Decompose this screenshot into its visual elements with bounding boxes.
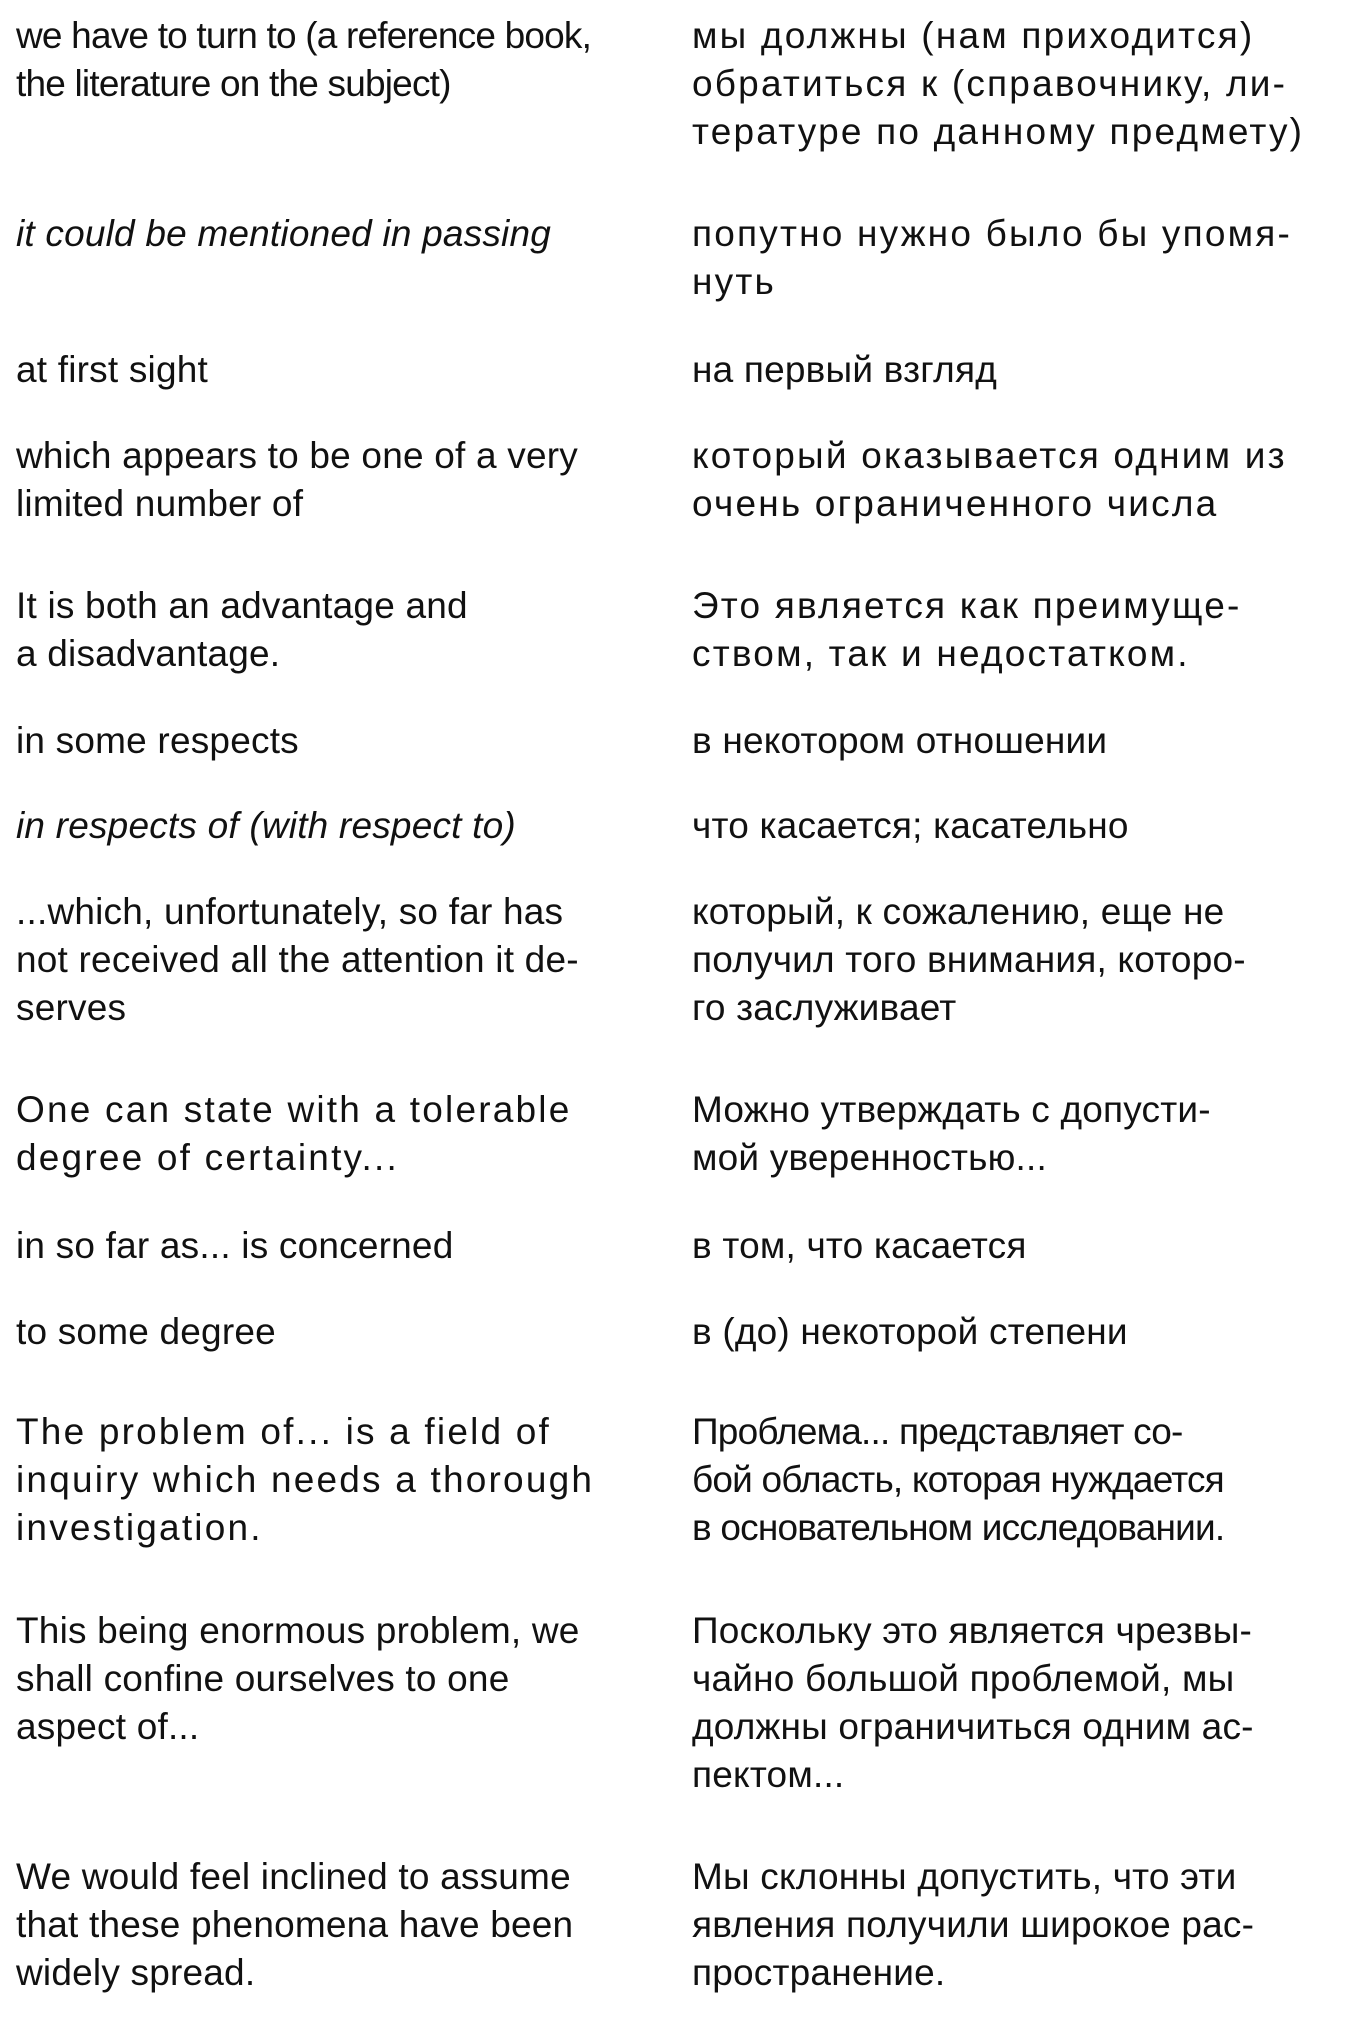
russian-translation: в некотором отношении bbox=[692, 720, 1108, 761]
russian-translation: Поскольку это является чрезвы- чайно большой проблемой, мы должны ограничиться одним ас- пектом... bbox=[692, 1610, 1254, 1795]
english-phrase: One can state with a tolerable degree of certainty... bbox=[16, 1089, 572, 1178]
russian-translation: мы должны (нам приходится) обратиться к (справочнику, ли- тературе по данному предмету) bbox=[692, 15, 1305, 152]
english-phrase: at first sight bbox=[16, 349, 208, 390]
russian-translation: попутно нужно было бы упомя- нуть bbox=[692, 213, 1292, 302]
english-phrase: in so far as... is concerned bbox=[16, 1225, 454, 1266]
russian-translation: Можно утверждать с допусти- мой уверенностью... bbox=[692, 1089, 1211, 1178]
english-phrase: We would feel inclined to assume that these phenomena have been widely spread. bbox=[16, 1856, 574, 1993]
english-phrase: It is both an advantage and a disadvantage. bbox=[16, 585, 468, 674]
russian-translation: который оказывается одним из очень ограниченного числа bbox=[692, 435, 1287, 524]
english-phrase: in respects of (with respect to) bbox=[16, 805, 516, 846]
english-phrase: The problem of... is a field of inquiry which needs a thorough investigation. bbox=[16, 1411, 595, 1548]
russian-translation: который, к сожалению, еще не получил того внимания, которо- го заслуживает bbox=[692, 891, 1246, 1028]
russian-translation: что касается; касательно bbox=[692, 805, 1129, 846]
english-phrase: ...which, unfortunately, so far has not received all the attention it de- serves bbox=[16, 891, 579, 1028]
english-phrase: we have to turn to (a reference book, the literature on the subject) bbox=[16, 15, 592, 104]
english-phrase: it could be mentioned in passing bbox=[16, 213, 552, 254]
russian-translation: в (до) некоторой степени bbox=[692, 1311, 1128, 1352]
english-phrase: which appears to be one of a very limited number of bbox=[16, 435, 578, 524]
english-phrase: to some degree bbox=[16, 1311, 276, 1352]
russian-translation: Мы склонны допустить, что эти явления получили широкое рас- пространение. bbox=[692, 1856, 1255, 1993]
russian-translation: в том, что касается bbox=[692, 1225, 1027, 1266]
russian-translation: Это является как преимуще- ством, так и недостатком. bbox=[692, 585, 1242, 674]
russian-translation: на первый взгляд bbox=[692, 349, 997, 390]
english-phrase: in some respects bbox=[16, 720, 299, 761]
russian-translation: Проблема... представляет со- бой область, которая нуждается в основательном исследовании. bbox=[692, 1411, 1225, 1548]
english-phrase: This being enormous problem, we shall confine ourselves to one aspect of... bbox=[16, 1610, 580, 1747]
